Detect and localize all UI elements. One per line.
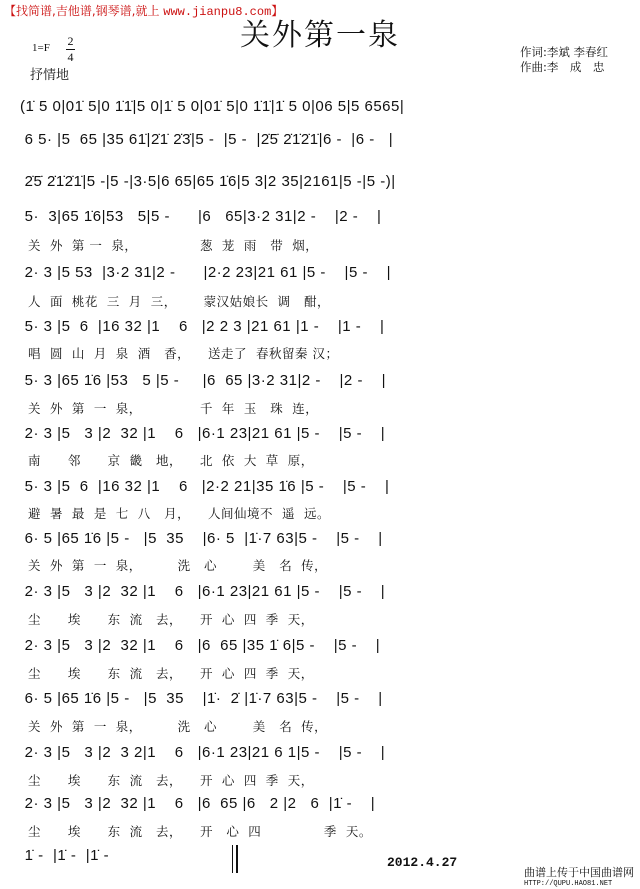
credits — [520, 45, 608, 75]
staff-13-lyrics: 关 外 第 一 泉， 洗 心 美 名 传， — [28, 719, 328, 734]
staff-11-notes: 2· 3 |5 3 |2 32 |1 6 |6·1 23|21 61 |5 - |5 - | — [20, 583, 386, 600]
final-barline — [232, 845, 238, 873]
staff-12-notes: 2· 3 |5 3 |2 32 |1 6 |6 65 |35 1̇ 6|5 - |5 - | — [20, 637, 381, 654]
staff-1-notes: (1̇ 5 0|01̇ 5|0 1̇1̇|5 0|1̇ 5 0|01̇ 5|0 1̇1̇|1̇ 5 0|06 5|5 6565| — [20, 98, 405, 115]
staff-10-notes: 6· 5 |65 1̇6 |5 - |5 35 |6· 5 |1̇·7 63|5 - |5 - | — [20, 530, 383, 547]
staff-5-lyrics: 人 面 桃花 三 月 三， 蒙汉姑娘长 调 酣， — [28, 294, 330, 309]
staff-2-notes: 6 5· |5 65 |35 61̇|2̇1̇ 2̇3̇|5 - |5 - |2̇5̇ 2̇1̇2̇1̇|6 - |6 - | — [20, 131, 394, 148]
tempo-marking: 抒情地 — [30, 68, 70, 83]
watermark-text: 曲谱上传于中国曲谱网 — [524, 866, 634, 879]
staff-6-notes: 5· 3 |5 6 |16 32 |1 6 |2 2 3 |21 61 |1 - |1 - | — [20, 318, 385, 335]
staff-3-notes: 2̇5̇ 2̇1̇2̇1̇|5 -|5 -|3·5|6 65|65 1̇6|5 3|2 35|2161|5 -|5 -)| — [20, 173, 396, 190]
staff-7-notes: 5· 3 |65 1̇6 |53 5 |5 - |6 65 |3·2 31|2 - |2 - | — [20, 372, 387, 389]
watermark — [524, 864, 634, 888]
banner-text: 【找简谱,吉他谱,钢琴谱,就上 — [4, 4, 164, 18]
staff-13-notes: 6· 5 |65 1̇6 |5 - |5 35 |1̇· 2̇ |1̇·7 63|5 - |5 - | — [20, 690, 383, 707]
key-signature: 1=F — [32, 42, 50, 54]
staff-10-lyrics: 关 外 第 一 泉， 洗 心 美 名 传， — [28, 558, 328, 573]
staff-8-lyrics: 南 邻 京 畿 地， 北 依 大 草 原， — [28, 453, 314, 468]
staff-15-lyrics: 尘 埃 东 流 去， 开 心 四 季 天。 — [28, 824, 372, 839]
time-signature-bottom: 4 — [67, 50, 74, 64]
staff-5-notes: 2· 3 |5 53 |3·2 31|2 - |2·2 23|21 61 |5 - |5 - | — [20, 264, 392, 281]
date: 2012.4.27 — [387, 855, 458, 870]
staff-9-lyrics: 避 暑 最 是 七 八 月， 人间仙境不 遥 远。 — [28, 506, 330, 521]
lyricist: 作词:李斌 李春红 — [520, 45, 609, 59]
staff-8-notes: 2· 3 |5 3 |2 32 |1 6 |6·1 23|21 61 |5 - |5 - | — [20, 425, 386, 442]
watermark-url: HTTP://QUPU.HAO81.NET — [524, 880, 613, 888]
banner-url[interactable]: www.jianpu8.com — [163, 5, 272, 19]
staff-16-notes: 1̇ - |1̇ - |1̇ - — [20, 847, 119, 864]
composer: 作曲:李 成 忠 — [520, 60, 605, 74]
staff-12-lyrics: 尘 埃 东 流 去， 开 心 四 季 天， — [28, 666, 314, 681]
staff-15-notes: 2· 3 |5 3 |2 32 |1 6 |6 65 |6 2 |2 6 |1̇ - | — [20, 795, 376, 812]
banner-close-bracket: 】 — [271, 4, 284, 18]
staff-4-notes: 5· 3|65 1̇6|53 5|5 - |6 65|3·2 31|2 - |2 - | — [20, 208, 382, 225]
song-title: 关外第一泉 — [240, 18, 400, 53]
staff-6-lyrics: 唱 圆 山 月 泉 酒 香， 送走了 春秋留秦 汉； — [28, 346, 339, 361]
staff-4-lyrics: 关 外 第 一 泉， 葱 茏 雨 带 烟， — [28, 238, 319, 253]
staff-9-notes: 5· 3 |5 6 |16 32 |1 6 |2·2 21|35 1̇6 |5 - |5 - | — [20, 478, 390, 495]
staff-14-notes: 2· 3 |5 3 |2 3 2|1 6 |6·1 23|21 6 1|5 - |5 - | — [20, 744, 386, 761]
time-signature — [66, 34, 75, 65]
staff-14-lyrics: 尘 埃 东 流 去， 开 心 四 季 天， — [28, 773, 314, 788]
staff-11-lyrics: 尘 埃 东 流 去， 开 心 四 季 天， — [28, 612, 314, 627]
time-signature-top: 2 — [67, 34, 74, 48]
staff-7-lyrics: 关 外 第 一 泉， 千 年 玉 珠 连， — [28, 401, 319, 416]
